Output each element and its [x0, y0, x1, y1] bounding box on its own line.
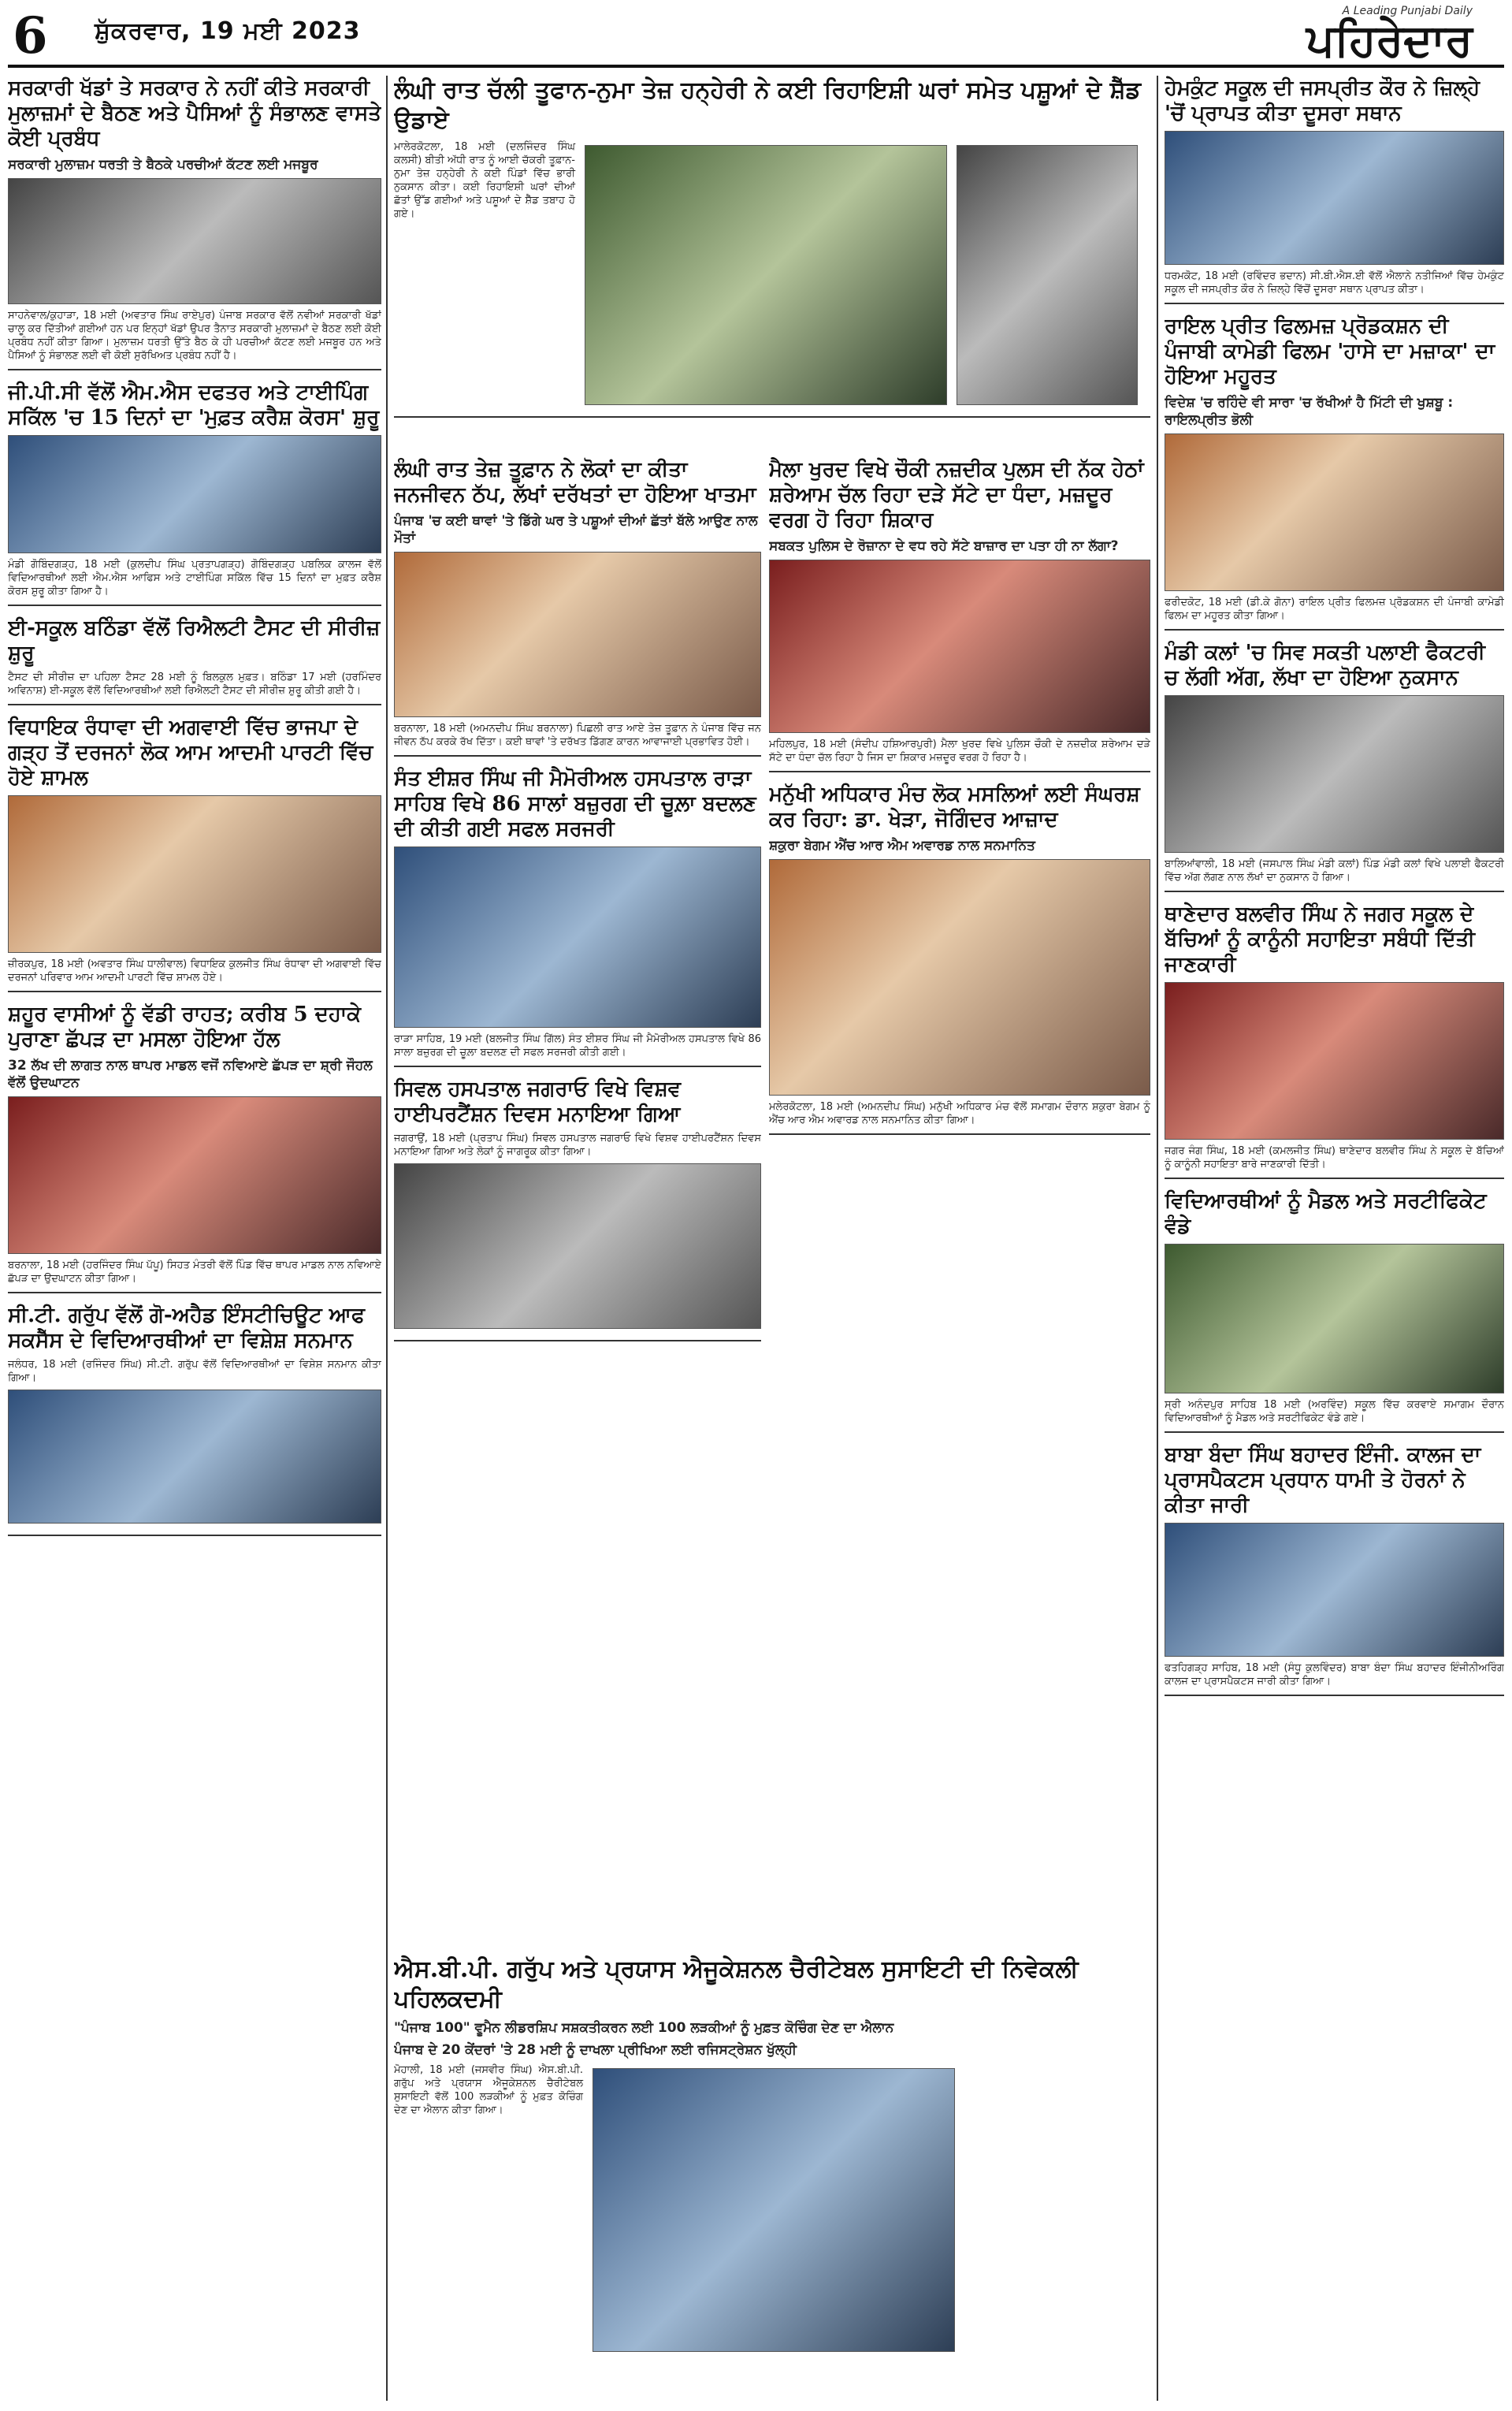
issue-date: ਸ਼ੁੱਕਰਵਾਰ, 19 ਮਈ 2023	[95, 17, 361, 45]
page-number: 6	[13, 6, 48, 65]
article-10	[394, 1077, 761, 1341]
article-body: ਬਰਨਾਲਾ, 18 ਮਈ (ਹਰਜਿੰਦਰ ਸਿੰਘ ਪੱਪੂ) ਸਿਹਤ ਮੰਤਰੀ ਵੱਲੋਂ ਪਿੰਡ ਵਿੱਚ ਥਾਪਰ ਮਾਡਲ ਨਾਲ ਨਵਿਆਏ ਛੱਪੜ ਦਾ ਉਦਘਾਟਨ ਕੀਤਾ ਗਿਆ।	[8, 1259, 381, 1285]
article-photo	[8, 1390, 381, 1524]
column-divider	[1157, 76, 1158, 2401]
article-photo	[394, 552, 761, 717]
headline: ਸੀ.ਟੀ. ਗਰੁੱਪ ਵੱਲੋਂ ਗੋ-ਅਹੈਡ ਇੰਸਟੀਚਿਊਟ ਆਫ ਸਕਸੈੱਸ ਦੇ ਵਿਦਿਆਰਥੀਆਂ ਦਾ ਵਿਸ਼ੇਸ਼ ਸਨਮਾਨ	[8, 1304, 365, 1352]
article-photo	[8, 178, 381, 304]
subhead: ਵਿਦੇਸ਼ 'ਚ ਰਹਿੰਦੇ ਵੀ ਸਾਰਾ 'ਚ ਰੱਖੀਆਂ ਹੈ ਮਿੱਟੀ ਦੀ ਖੁਸ਼ਬੂ : ਰਾਇਲਪ੍ਰੀਤ ਭੋਲੀ	[1165, 395, 1454, 428]
article-body: ਮਹਿਲਪੁਰ, 18 ਮਈ (ਸੰਦੀਪ ਹਸ਼ਿਆਰਪੁਰੀ) ਮੈਲਾ ਖੁਰਦ ਵਿਖੇ ਪੁਲਿਸ ਚੌਕੀ ਦੇ ਨਜ਼ਦੀਕ ਸ਼ਰੇਆਮ ਦੜੇ ਸੱਟੇ ਦਾ ਧੰਦਾ ਚੱਲ ਰਿਹਾ ਹੈ ਜਿਸ ਦਾ ਸ਼ਿਕਾਰ ਮਜ਼ਦੂਰ ਵਰਗ ਹੋ ਰਿਹਾ ਹੈ।	[769, 739, 1150, 764]
article-photo	[394, 1163, 761, 1329]
column-right	[1165, 76, 1504, 2401]
article-6	[8, 1303, 381, 1536]
subhead: ਪੰਜਾਬ 'ਚ ਕਈ ਥਾਵਾਂ 'ਤੇ ਡਿੱਗੇ ਘਰ ਤੇ ਪਸ਼ੂਆਂ ਦੀਆਂ ਛੱਤਾਂ ਬੱਲੇ ਆਉਣ ਨਾਲ ਮੌਤਾਂ	[394, 513, 758, 546]
article-body: ਬਰਨਾਲਾ, 18 ਮਈ (ਅਮਨਦੀਪ ਸਿੰਘ ਬਰਨਾਲਾ) ਪਿਛਲੀ ਰਾਤ ਆਏ ਤੇਜ਼ ਤੂਫ਼ਾਨ ਨੇ ਪੰਜਾਬ ਵਿੱਚ ਜਨ ਜੀਵਨ ਠੱਪ ਕਰਕੇ ਰੱਖ ਦਿੱਤਾ। ਕਈ ਥਾਵਾਂ 'ਤੇ ਦਰੱਖਤ ਡਿੱਗਣ ਕਾਰਨ ਆਵਾਜਾਈ ਪ੍ਰਭਾਵਿਤ ਹੋਈ।	[394, 723, 761, 748]
article-5	[8, 1002, 381, 1293]
article-photo	[1165, 1244, 1504, 1393]
article-body: ਜਗਰਾਉਂ, 18 ਮਈ (ਪ੍ਰਤਾਪ ਸਿੰਘ) ਸਿਵਲ ਹਸਪਤਾਲ ਜਗਰਾਓ ਵਿਖੇ ਵਿਸ਼ਵ ਹਾਈਪਰਟੈਂਸ਼ਨ ਦਿਵਸ ਮਨਾਇਆ ਗਿਆ ਅਤੇ ਲੋਕਾਂ ਨੂੰ ਜਾਗਰੂਕ ਕੀਤਾ ਗਿਆ।	[394, 1133, 761, 1158]
headline: ਸਿਵਲ ਹਸਪਤਾਲ ਜਗਰਾਓ ਵਿਖੇ ਵਿਸ਼ਵ ਹਾਈਪਰਟੈਂਸ਼ਨ ਦਿਵਸ ਮਨਾਇਆ ਗਿਆ	[394, 1077, 682, 1126]
headline: ਜੀ.ਪੀ.ਸੀ ਵੱਲੋਂ ਐਮ.ਐਸ ਦਫਤਰ ਅਤੇ ਟਾਈਪਿੰਗ ਸਕਿੱਲ 'ਚ 15 ਦਿਨਾਂ ਦਾ 'ਮੁਫ਼ਤ ਕਰੈਸ਼ ਕੋਰਸ' ਸ਼ੁਰੂ	[8, 381, 380, 430]
headline: ਲੰਘੀ ਰਾਤ ਤੇਜ਼ ਤੂਫ਼ਾਨ ਨੇ ਲੋਕਾਂ ਦਾ ਕੀਤਾ ਜਨਜੀਵਨ ਠੱਪ, ਲੱਖਾਂ ਦਰੱਖਤਾਂ ਦਾ ਹੋਇਆ ਖਾਤਮਾ	[394, 458, 756, 507]
article-body: ਮੰਡੀ ਗੋਬਿੰਦਗੜ੍ਹ, 18 ਮਈ (ਕੁਲਦੀਪ ਸਿੰਘ ਪ੍ਰਤਾਪਗੜ੍ਹ) ਗੋਬਿੰਦਗੜ੍ਹ ਪਬਲਿਕ ਕਾਲਜ ਵੱਲੋਂ ਵਿਦਿਆਰਥੀਆਂ ਲਈ ਐਮ.ਐਸ ਆਫਿਸ ਅਤੇ ਟਾਈਪਿੰਗ ਸਕਿੱਲ ਵਿੱਚ 15 ਦਿਨਾਂ ਦਾ ਮੁਫ਼ਤ ਕਰੈਸ਼ ਕੋਰਸ ਸ਼ੁਰੂ ਕੀਤਾ ਗਿਆ ਹੈ।	[8, 559, 381, 597]
article-photo	[957, 145, 1138, 405]
column-center-right	[769, 457, 1150, 1939]
article-body: ਫਤਹਿਗੜ੍ਹ ਸਾਹਿਬ, 18 ਮਈ (ਸੰਧੂ ਕੁਲਵਿੰਦਰ) ਬਾਬਾ ਬੰਦਾ ਸਿੰਘ ਬਹਾਦਰ ਇੰਜੀਨੀਅਰਿੰਗ ਕਾਲਜ ਦਾ ਪ੍ਰਾਸਪੈਕਟਸ ਜਾਰੀ ਕੀਤਾ ਗਿਆ।	[1165, 1662, 1504, 1687]
article-12	[769, 782, 1150, 1135]
headline: ਹੇਮਕੁੰਟ ਸਕੂਲ ਦੀ ਜਸਪ੍ਰੀਤ ਕੌਰ ਨੇ ਜ਼ਿਲ੍ਹੇ 'ਚੋਂ ਪ੍ਰਾਪਤ ਕੀਤਾ ਦੂਸਰਾ ਸਥਾਨ	[1165, 76, 1480, 125]
article-photo	[1165, 695, 1504, 853]
headline: ਸੰਤ ਈਸ਼ਰ ਸਿੰਘ ਜੀ ਮੈਮੋਰੀਅਲ ਹਸਪਤਾਲ ਰਾੜਾ ਸਾਹਿਬ ਵਿਖੇ 86 ਸਾਲਾਂ ਬਜ਼ੁਰਗ ਦੀ ਚੂਲ਼ਾ ਬਦਲਣ ਦੀ ਕੀਤੀ ਗਈ ਸਫਲ ਸਰਜਰੀ	[394, 767, 756, 841]
article-16	[1165, 902, 1504, 1179]
article-photo	[8, 435, 381, 553]
subhead: 32 ਲੱਖ ਦੀ ਲਾਗਤ ਨਾਲ ਥਾਪਰ ਮਾਡਲ ਵਜੋਂ ਨਵਿਆਏ ਛੱਪੜ ਦਾ ਸ਼੍ਰੀ ਜੌਹਲ ਵੱਲੋਂ ਉਦਘਾਟਨ	[8, 1058, 373, 1091]
article-body: ਮੋਹਾਲੀ, 18 ਮਈ (ਜਸਵੀਰ ਸਿੰਘ) ਐਸ.ਬੀ.ਪੀ. ਗਰੁੱਪ ਅਤੇ ਪ੍ਰਯਾਸ ਐਜੂਕੇਸ਼ਨਲ ਚੈਰੀਟੇਬਲ ਸੁਸਾਇਟੀ ਵੱਲੋਂ 100 ਲੜਕੀਆਂ ਨੂੰ ਮੁਫ਼ਤ ਕੋਚਿੰਗ ਦੇਣ ਦਾ ਐਲਾਨ ਕੀਤਾ ਗਿਆ।	[394, 2064, 583, 2116]
subhead: ਸਰਕਾਰੀ ਮੁਲਾਜ਼ਮ ਧਰਤੀ ਤੇ ਬੈਠਕੇ ਪਰਚੀਆਂ ਕੱਟਣ ਲਈ ਮਜਬੂਰ	[8, 157, 318, 173]
subhead: "ਪੰਜਾਬ 100" ਵੂਮੈਨ ਲੀਡਰਸ਼ਿਪ ਸਸ਼ਕਤੀਕਰਨ ਲਈ 100 ਲੜਕੀਆਂ ਨੂੰ ਮੁਫ਼ਤ ਕੋਚਿੰਗ ਦੇਣ ਦਾ ਐਲਾਨ	[394, 2020, 894, 2036]
article-body: ਮਾਲੇਰਕੋਟਲਾ, 18 ਮਈ (ਦਲਜਿੰਦਰ ਸਿੰਘ ਕਲਸੀ) ਬੀਤੀ ਅੱਧੀ ਰਾਤ ਨੂੰ ਆਈ ਚੱਕਰੀ ਤੂਫ਼ਾਨ-ਨੁਮਾ ਤੇਜ਼ ਹਨ੍ਹੇਰੀ ਨੇ ਕਈ ਪਿੰਡਾਂ ਵਿੱਚ ਭਾਰੀ ਨੁਕਸਾਨ ਕੀਤਾ। ਕਈ ਰਿਹਾਇਸ਼ੀ ਘਰਾਂ ਦੀਆਂ ਛੱਤਾਂ ਉੱਡ ਗਈਆਂ ਅਤੇ ਪਸ਼ੂਆਂ ਦੇ ਸ਼ੈੱਡ ਤਬਾਹ ਹੋ ਗਏ।	[394, 141, 575, 220]
article-body: ਸਾਹਨੇਵਾਲ/ਕੁਹਾੜਾ, 18 ਮਈ (ਅਵਤਾਰ ਸਿੰਘ ਰਾਏਪੁਰ) ਪੰਜਾਬ ਸਰਕਾਰ ਵੱਲੋਂ ਨਵੀਆਂ ਸਰਕਾਰੀ ਖੱਡਾਂ ਚਾਲੂ ਕਰ ਦਿੱਤੀਆਂ ਗਈਆਂ ਹਨ ਪਰ ਇਨ੍ਹਾਂ ਖੱਡਾਂ ਉਪਰ ਤੈਨਾਤ ਸਰਕਾਰੀ ਮੁਲਾਜ਼ਮਾਂ ਦੇ ਬੈਠਣ ਲਈ ਕੋਈ ਪ੍ਰਬੰਧ ਨਹੀਂ ਕੀਤਾ ਗਿਆ। ਮੁਲਾਜ਼ਮ ਧਰਤੀ ਉੱਤੇ ਬੈਠ ਕੇ ਹੀ ਪਰਚੀਆਂ ਕੱਟਣ ਲਈ ਮਜਬੂਰ ਹਨ ਅਤੇ ਪੈਸਿਆਂ ਨੂੰ ਸੰਭਾਲਣ ਲਈ ਵੀ ਕੋਈ ਸੁਰੱਖਿਅਤ ਪ੍ਰਬੰਧ ਨਹੀਂ ਹੈ।	[8, 310, 381, 362]
article-7	[394, 76, 1150, 418]
subhead: ਸਬਕਤ ਪੁਲਿਸ ਦੇ ਰੋਜ਼ਾਨਾ ਦੇ ਵਧ ਰਹੇ ਸੱਟੇ ਬਾਜ਼ਾਰ ਦਾ ਪਤਾ ਹੀ ਨਾ ਲੱਗਾ?	[769, 538, 1119, 554]
article-14	[1165, 314, 1504, 631]
article-photo	[1165, 1523, 1504, 1657]
article-photo	[8, 795, 381, 953]
article-photo	[8, 1096, 381, 1254]
headline: ਮੰਡੀ ਕਲਾਂ 'ਚ ਸਿਵ ਸਕਤੀ ਪਲਾਈ ਫੈਕਟਰੀ ਚ ਲੱਗੀ ਅੱਗ, ਲੱਖਾ ਦਾ ਹੋਇਆ ਨੁਕਸਾਨ	[1165, 641, 1486, 690]
column-left	[8, 76, 381, 2401]
headline: ਮੈਲਾ ਖੁਰਦ ਵਿਖੇ ਚੌਕੀ ਨਜ਼ਦੀਕ ਪੁਲਸ ਦੀ ਨੱਕ ਹੇਠਾਂ ਸ਼ਰੇਆਮ ਚੱਲ ਰਿਹਾ ਦੜੇ ਸੱਟੇ ਦਾ ਧੰਦਾ, ਮਜ਼ਦੂਰ ਵਰਗ ਹੋ ਰਿਹਾ ਸ਼ਿਕਾਰ	[769, 458, 1144, 532]
paper-logo	[1189, 5, 1473, 65]
center-top	[394, 76, 1150, 446]
article-9	[394, 766, 761, 1067]
column-divider	[386, 76, 388, 2401]
subhead: ਪੰਜਾਬ ਦੇ 20 ਕੇਂਦਰਾਂ 'ਤੇ 28 ਮਈ ਨੂੰ ਦਾਖਲਾ ਪ੍ਰੀਖਿਆ ਲਈ ਰਜਿਸਟ੍ਰੇਸ਼ਨ ਖੁੱਲ੍ਹੀ	[394, 2042, 797, 2058]
article-2	[8, 380, 381, 606]
headline: ਮਨੁੱਖੀ ਅਧਿਕਾਰ ਮੰਚ ਲੋਕ ਮਸਲਿਆਂ ਲਈ ਸੰਘਰਸ਼ ਕਰ ਰਿਹਾ: ਡਾ. ਖੇੜਾ, ਜੋਗਿੰਦਰ ਆਜ਼ਾਦ	[769, 783, 1140, 832]
article-photo	[1165, 131, 1504, 265]
subhead: ਸ਼ਕੁਰਾ ਬੇਗਮ ਐਂਚ ਆਰ ਐਮ ਅਵਾਰਡ ਨਾਲ ਸਨਮਾਨਿਤ	[769, 838, 1035, 854]
headline: ਰਾਇਲ ਪ੍ਰੀਤ ਫਿਲਮਜ਼ ਪ੍ਰੋਡਕਸ਼ਨ ਦੀ ਪੰਜਾਬੀ ਕਾਮੇਡੀ ਫਿਲਮ 'ਹਾਸੇ ਦਾ ਮਜ਼ਾਕਾ' ਦਾ ਹੋਇਆ ਮਹੂਰਤ	[1165, 314, 1495, 389]
article-4	[8, 715, 381, 992]
paper-tagline: A Leading Punjabi Daily	[1342, 5, 1473, 17]
article-3	[8, 616, 381, 705]
article-1	[8, 76, 381, 370]
masthead	[8, 5, 1504, 68]
article-body: ਬਾਲਿਆਂਵਾਲੀ, 18 ਮਈ (ਜਸਪਾਲ ਸਿੰਘ ਮੰਡੀ ਕਲਾਂ) ਪਿੰਡ ਮੰਡੀ ਕਲਾਂ ਵਿਖੇ ਪਲਾਈ ਫੈਕਟਰੀ ਵਿੱਚ ਅੱਗ ਲੱਗਣ ਨਾਲ ਲੱਖਾਂ ਦਾ ਨੁਕਸਾਨ ਹੋ ਗਿਆ।	[1165, 858, 1504, 884]
headline: ਲੰਘੀ ਰਾਤ ਚੱਲੀ ਤੂਫਾਨ-ਨੁਮਾ ਤੇਜ਼ ਹਨ੍ਹੇਰੀ ਨੇ ਕਈ ਰਿਹਾਇਸ਼ੀ ਘਰਾਂ ਸਮੇਤ ਪਸ਼ੂਆਂ ਦੇ ਸ਼ੈੱਡ ਉਡਾਏ	[394, 76, 1142, 134]
article-body: ਰਾੜਾ ਸਾਹਿਬ, 19 ਮਈ (ਬਲਜੀਤ ਸਿੰਘ ਗਿੱਲ) ਸੰਤ ਈਸ਼ਰ ਸਿੰਘ ਜੀ ਮੈਮੋਰੀਅਲ ਹਸਪਤਾਲ ਵਿਖੇ 86 ਸਾਲਾ ਬਜ਼ੁਰਗ ਦੀ ਚੂਲ਼ਾ ਬਦਲਣ ਦੀ ਸਫਲ ਸਰਜਰੀ ਕੀਤੀ ਗਈ।	[394, 1033, 761, 1059]
article-13	[1165, 76, 1504, 304]
headline: ਸ਼ਹੂਰ ਵਾਸੀਆਂ ਨੂੰ ਵੱਡੀ ਰਾਹਤ; ਕਰੀਬ 5 ਦਹਾਕੇ ਪੁਰਾਣਾ ਛੱਪੜ ਦਾ ਮਸਲਾ ਹੋਇਆ ਹੱਲ	[8, 1003, 361, 1051]
article-body: ਜਲੰਧਰ, 18 ਮਈ (ਰਜਿੰਦਰ ਸਿੰਘ) ਸੀ.ਟੀ. ਗਰੁੱਪ ਵੱਲੋਂ ਵਿਦਿਆਰਥੀਆਂ ਦਾ ਵਿਸ਼ੇਸ਼ ਸਨਮਾਨ ਕੀਤਾ ਗਿਆ।	[8, 1359, 381, 1384]
column-center-left	[394, 457, 761, 1939]
article-19	[394, 1955, 1150, 2363]
article-body: ਸ੍ਰੀ ਅਨੰਦਪੁਰ ਸਾਹਿਬ 18 ਮਈ (ਅਰਵਿੰਦ) ਸਕੂਲ ਵਿੱਚ ਕਰਵਾਏ ਸਮਾਗਮ ਦੌਰਾਨ ਵਿਦਿਆਰਥੀਆਂ ਨੂੰ ਮੈਡਲ ਅਤੇ ਸਰਟੀਫਿਕੇਟ ਵੰਡੇ ਗਏ।	[1165, 1399, 1504, 1424]
article-body: ਟੈਸਟ ਦੀ ਸੀਰੀਜ਼ ਦਾ ਪਹਿਲਾ ਟੈਸਟ 28 ਮਈ ਨੂੰ ਬਿਲਕੁਲ ਮੁਫ਼ਤ। ਬਠਿੰਡਾ 17 ਮਈ (ਹਰਮਿੰਦਰ ਅਵਿਨਾਸ਼) ਈ-ਸਕੂਲ ਵੱਲੋਂ ਵਿਦਿਆਰਥੀਆਂ ਲਈ ਰਿਐਲਟੀ ਟੈਸਟ ਦੀ ਸੀਰੀਜ਼ ਸ਼ੁਰੂ ਕੀਤੀ ਗਈ ਹੈ।	[8, 672, 381, 697]
article-body: ਜਗਰ ਜੰਗ ਸਿੰਘ, 18 ਮਈ (ਕਮਲਜੀਤ ਸਿੰਘ) ਥਾਣੇਦਾਰ ਬਲਵੀਰ ਸਿੰਘ ਨੇ ਸਕੂਲ ਦੇ ਬੱਚਿਆਂ ਨੂੰ ਕਾਨੂੰਨੀ ਸਹਾਇਤਾ ਬਾਰੇ ਜਾਣਕਾਰੀ ਦਿੱਤੀ।	[1165, 1145, 1504, 1170]
article-photo	[1165, 982, 1504, 1140]
headline: ਈ-ਸਕੂਲ ਬਠਿੰਡਾ ਵੱਲੋਂ ਰਿਐਲਟੀ ਟੈਸਟ ਦੀ ਸੀਰੀਜ਼ ਸ਼ੁਰੂ	[8, 616, 381, 665]
article-15	[1165, 640, 1504, 892]
article-photo	[585, 145, 947, 405]
paper-name: ਪਹਿਰੇਦਾਰ	[1306, 14, 1473, 66]
headline: ਵਿਧਾਇਕ ਰੰਧਾਵਾ ਦੀ ਅਗਵਾਈ ਵਿੱਚ ਭਾਜਪਾ ਦੇ ਗੜ੍ਹ ਤੋਂ ਦਰਜਨਾਂ ਲੋਕ ਆਮ ਆਦਮੀ ਪਾਰਟੀ ਵਿੱਚ ਹੋਏ ਸ਼ਾਮਲ	[8, 716, 373, 790]
article-photo	[593, 2068, 955, 2352]
article-18	[1165, 1442, 1504, 1696]
article-11	[769, 457, 1150, 772]
headline: ਥਾਣੇਦਾਰ ਬਲਵੀਰ ਸਿੰਘ ਨੇ ਜਗਰ ਸਕੂਲ ਦੇ ਬੱਚਿਆਂ ਨੂੰ ਕਾਨੂੰਨੀ ਸਹਾਇਤਾ ਸਬੰਧੀ ਦਿੱਤੀ ਜਾਣਕਾਰੀ	[1165, 902, 1475, 977]
headline: ਬਾਬਾ ਬੰਦਾ ਸਿੰਘ ਬਹਾਦਰ ਇੰਜੀ. ਕਾਲਜ ਦਾ ਪ੍ਰਾਸਪੈਕਟਸ ਪ੍ਰਧਾਨ ਧਾਮੀ ਤੇ ਹੋਰਨਾਂ ਨੇ ਕੀਤਾ ਜਾਰੀ	[1165, 1443, 1481, 1517]
article-photo	[394, 846, 761, 1028]
article-photo	[1165, 433, 1504, 591]
article-body: ਜ਼ੀਰਕਪੁਰ, 18 ਮਈ (ਅਵਤਾਰ ਸਿੰਘ ਧਾਲੀਵਾਲ) ਵਿਧਾਇਕ ਕੁਲਜੀਤ ਸਿੰਘ ਰੰਧਾਵਾ ਦੀ ਅਗਵਾਈ ਵਿੱਚ ਦਰਜਨਾਂ ਪਰਿਵਾਰ ਆਮ ਆਦਮੀ ਪਾਰਟੀ ਵਿੱਚ ਸ਼ਾਮਲ ਹੋਏ।	[8, 958, 381, 984]
article-8	[394, 457, 761, 757]
center-bottom	[394, 1955, 1150, 2396]
article-17	[1165, 1189, 1504, 1433]
headline: ਵਿਦਿਆਰਥੀਆਂ ਨੂੰ ਮੈਡਲ ਅਤੇ ਸਰਟੀਫਿਕੇਟ ਵੰਡੇ	[1165, 1189, 1487, 1238]
article-photo	[769, 859, 1150, 1096]
headline: ਐਸ.ਬੀ.ਪੀ. ਗਰੁੱਪ ਅਤੇ ਪ੍ਰਯਾਸ ਐਜੂਕੇਸ਼ਨਲ ਚੈਰੀਟੇਬਲ ਸੁਸਾਇਟੀ ਦੀ ਨਿਵੇਕਲੀ ਪਹਿਲਕਦਮੀ	[394, 1955, 1079, 2013]
article-body: ਮਲੇਰਕੋਟਲਾ, 18 ਮਈ (ਅਮਨਦੀਪ ਸਿੰਘ) ਮਨੁੱਖੀ ਅਧਿਕਾਰ ਮੰਚ ਵੱਲੋਂ ਸਮਾਗਮ ਦੌਰਾਨ ਸ਼ਕੁਰਾ ਬੇਗਮ ਨੂੰ ਐਂਚ ਆਰ ਐਮ ਅਵਾਰਡ ਨਾਲ ਸਨਮਾਨਿਤ ਕੀਤਾ ਗਿਆ।	[769, 1101, 1150, 1126]
headline: ਸਰਕਾਰੀ ਖੱਡਾਂ ਤੇ ਸਰਕਾਰ ਨੇ ਨਹੀਂ ਕੀਤੇ ਸਰਕਾਰੀ ਮੁਲਾਜ਼ਮਾਂ ਦੇ ਬੈਠਣ ਅਤੇ ਪੈਸਿਆਂ ਨੂੰ ਸੰਭਾਲਣ ਵਾਸਤੇ ਕੋਈ ਪ੍ਰਬੰਧ	[8, 76, 381, 151]
article-photo	[769, 560, 1150, 733]
article-body: ਧਰਮਕੋਟ, 18 ਮਈ (ਰਵਿੰਦਰ ਭਦਾਨ) ਸੀ.ਬੀ.ਐਸ.ਈ ਵੱਲੋਂ ਐਲਾਨੇ ਨਤੀਜਿਆਂ ਵਿੱਚ ਹੇਮਕੁੰਟ ਸਕੂਲ ਦੀ ਜਸਪ੍ਰੀਤ ਕੌਰ ਨੇ ਜ਼ਿਲ੍ਹੇ ਵਿੱਚੋਂ ਦੂਸਰਾ ਸਥਾਨ ਪ੍ਰਾਪਤ ਕੀਤਾ।	[1165, 270, 1504, 296]
article-body: ਫਰੀਦਕੋਟ, 18 ਮਈ (ਡੀ.ਕੇ ਗੋਨਾ) ਰਾਇਲ ਪ੍ਰੀਤ ਫਿਲਮਜ਼ ਪ੍ਰੋਡਕਸ਼ਨ ਦੀ ਪੰਜਾਬੀ ਕਾਮੇਡੀ ਫਿਲਮ ਦਾ ਮਹੂਰਤ ਕੀਤਾ ਗਿਆ।	[1165, 597, 1504, 622]
